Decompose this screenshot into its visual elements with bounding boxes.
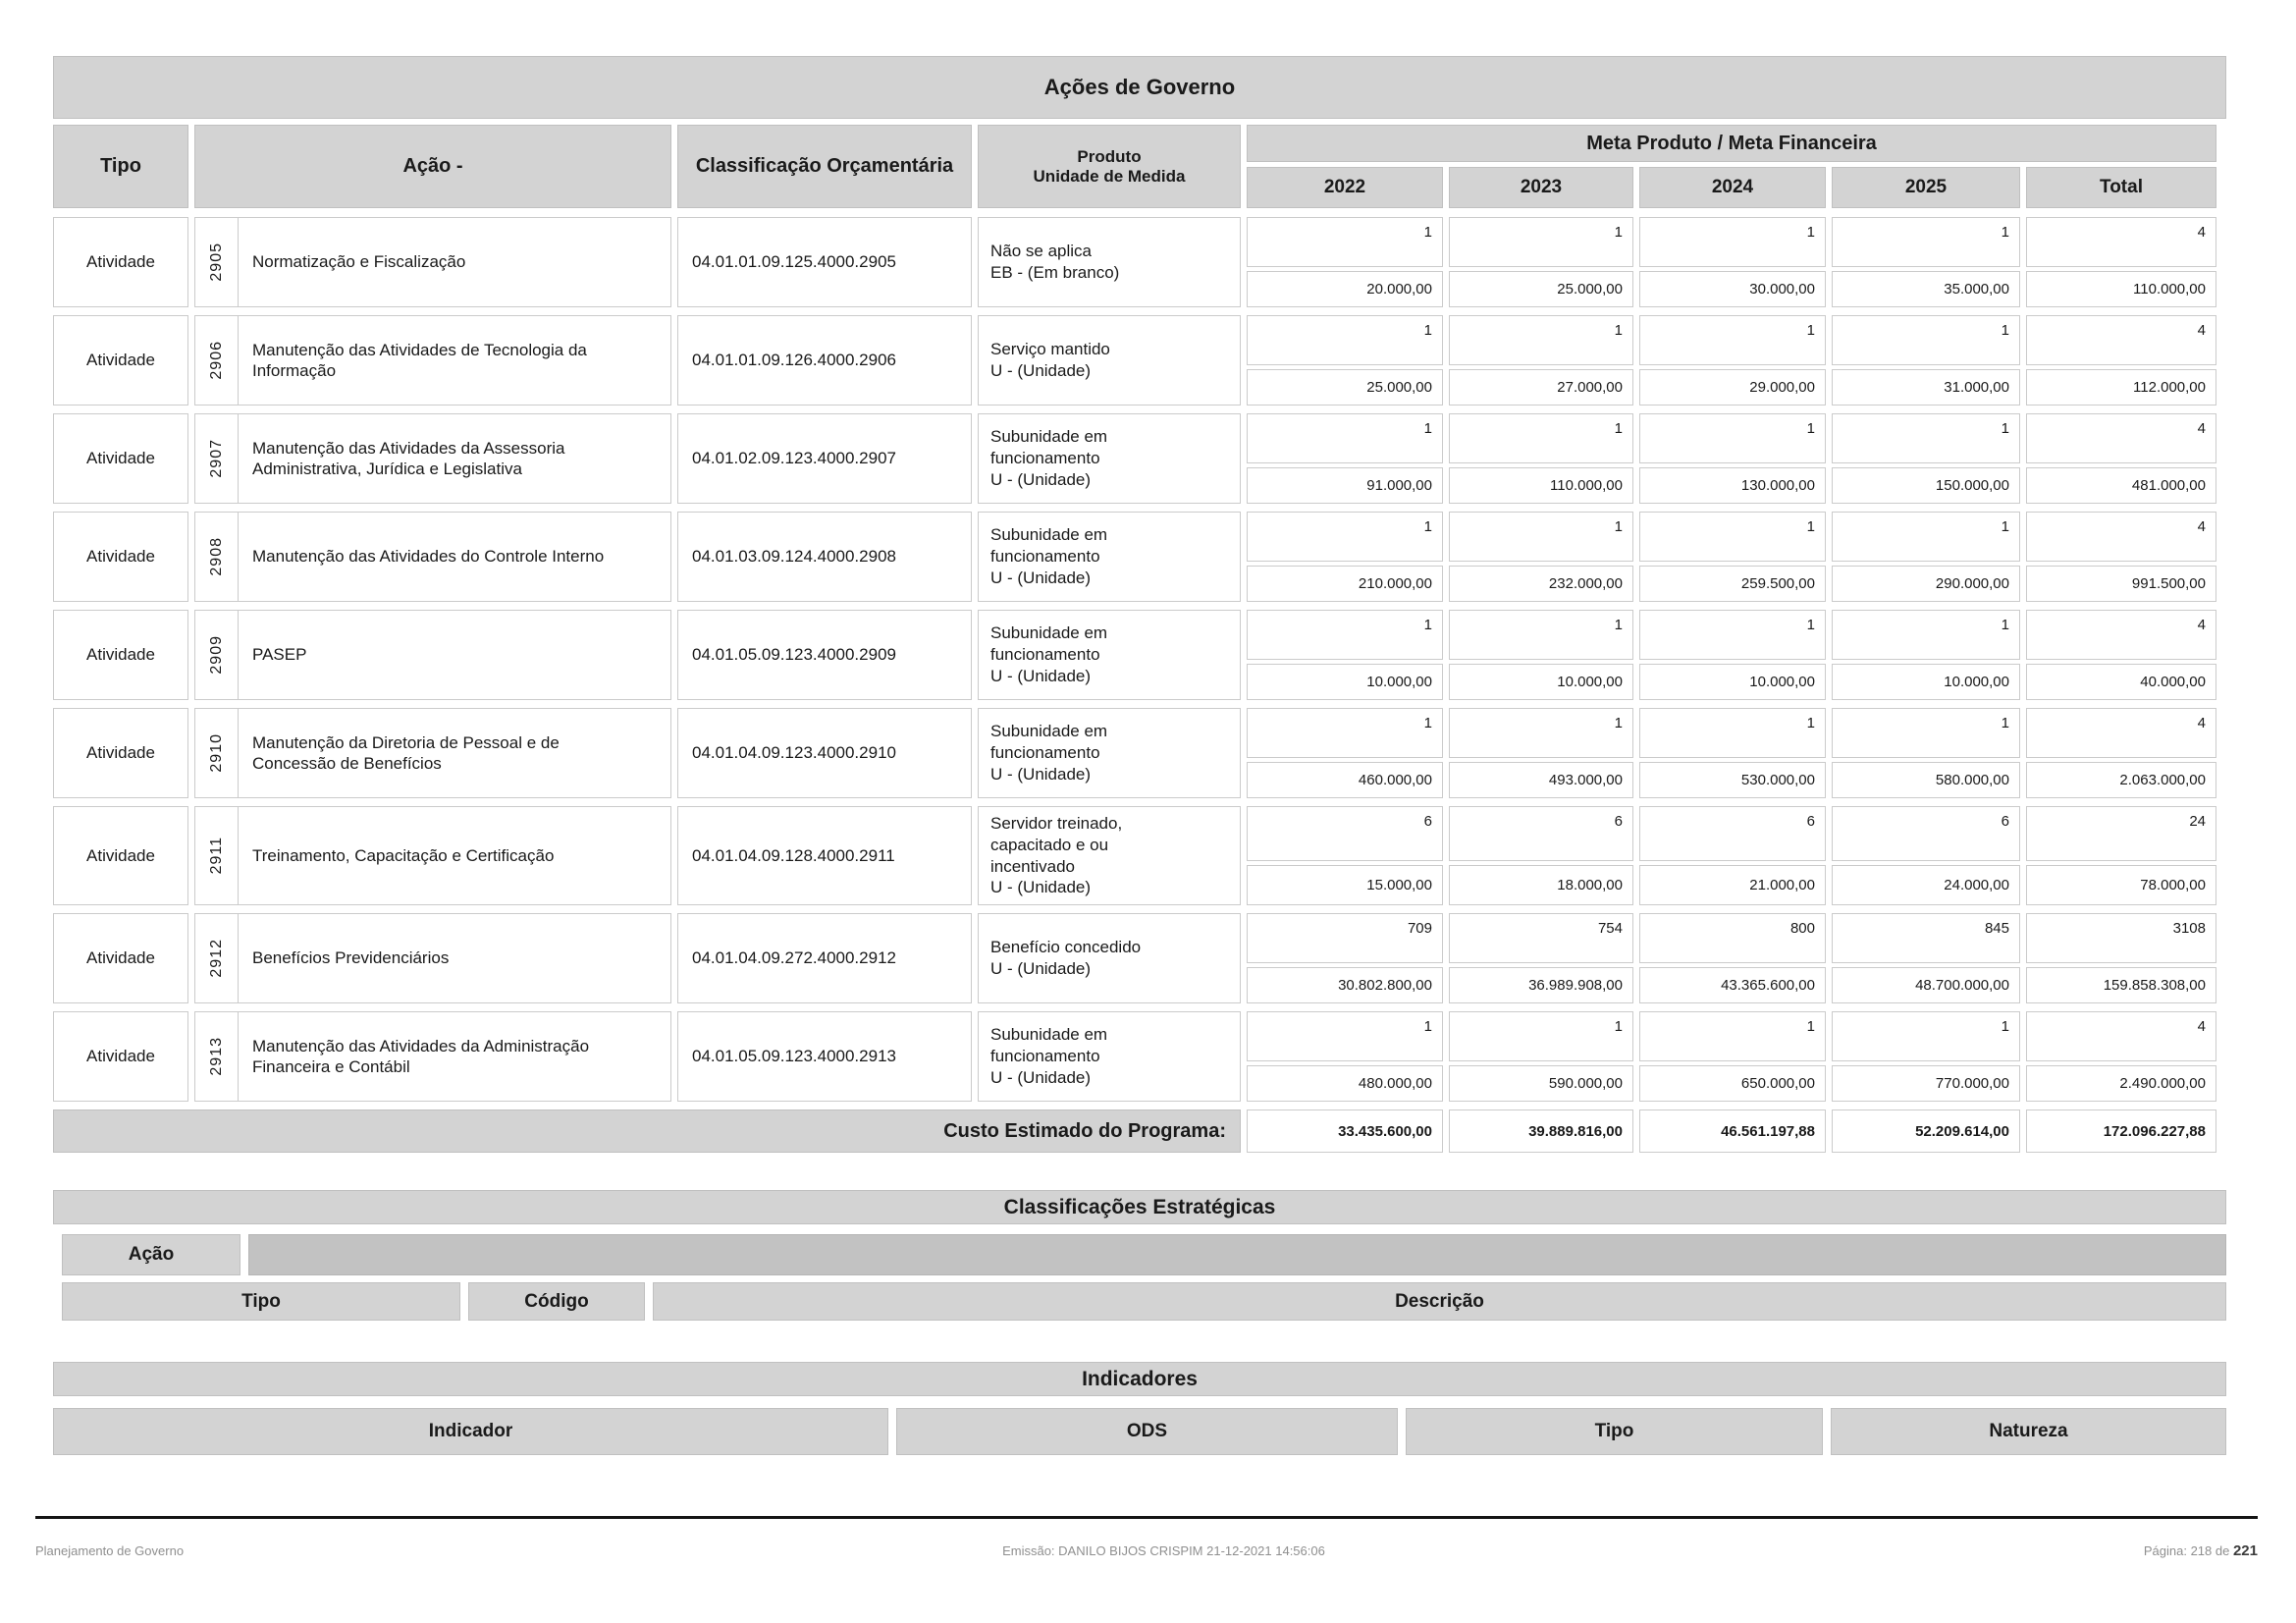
row-action-name: Manutenção das Atividades do Controle Interno: [252, 547, 605, 567]
row-meta-2022: [1247, 913, 1443, 1003]
row-meta-2025: [1832, 913, 2020, 1003]
indicators-col-natureza: Natureza: [1831, 1408, 2226, 1455]
col-header-tipo: Tipo: [53, 125, 188, 208]
meta-financeira-value: 35.000,00: [1832, 271, 2020, 307]
row-product-unit-of-measure: U - (Unidade): [990, 568, 1092, 587]
row-product-unit-of-measure: EB - (Em branco): [990, 263, 1120, 282]
row-type: Atividade: [53, 512, 188, 602]
row-meta-2025: [1832, 315, 2020, 406]
meta-financeira-value: 10.000,00: [1247, 664, 1443, 700]
program-cost-label: Custo Estimado do Programa:: [53, 1109, 1241, 1153]
meta-produto-value: 24: [2026, 806, 2216, 861]
col-header-2025: 2025: [1832, 167, 2020, 208]
meta-produto-value: 1: [1639, 512, 1826, 562]
row-action-code-text: 2911: [207, 837, 225, 875]
meta-financeira-value: 480.000,00: [1247, 1065, 1443, 1102]
table-row: [53, 913, 2226, 1003]
row-meta-2022: [1247, 315, 1443, 406]
row-action-name: Benefícios Previdenciários: [252, 948, 450, 968]
table-row: [53, 315, 2226, 406]
row-meta-2022: [1247, 610, 1443, 700]
row-product-description: Subunidade em funcionamento: [990, 427, 1108, 468]
strategic-classifications-headers: [62, 1282, 2226, 1321]
meta-financeira-value: 29.000,00: [1639, 369, 1826, 406]
row-product-description: Não se aplica: [990, 242, 1093, 261]
indicators-col-tipo: Tipo: [1406, 1408, 1823, 1455]
meta-produto-value: 1: [1832, 708, 2020, 758]
row-budget-classification: 04.01.05.09.123.4000.2909: [677, 610, 972, 700]
row-meta-2023: [1449, 512, 1633, 602]
meta-produto-value: 1: [1247, 610, 1443, 660]
meta-produto-value: 1: [1247, 217, 1443, 267]
meta-financeira-value: 112.000,00: [2026, 369, 2216, 406]
row-action: [194, 512, 671, 602]
meta-financeira-value: 30.802.800,00: [1247, 967, 1443, 1003]
meta-produto-value: 1: [1832, 512, 2020, 562]
meta-produto-value: 3108: [2026, 913, 2216, 963]
row-action-code: [195, 414, 239, 503]
footer-page-indicator: [2144, 1542, 2258, 1559]
page-footer: [35, 1516, 2258, 1559]
table-body: [53, 217, 2226, 1102]
meta-financeira-value: 232.000,00: [1449, 566, 1633, 602]
meta-produto-value: 1: [1639, 413, 1826, 463]
strategic-acao-empty-cell: [248, 1234, 2226, 1275]
row-meta-2024: [1639, 806, 1826, 905]
strategic-classifications-acao-row: [62, 1234, 2226, 1275]
row-action: [194, 1011, 671, 1102]
row-type: Atividade: [53, 217, 188, 307]
row-meta-2024: [1639, 913, 1826, 1003]
meta-financeira-value: 259.500,00: [1639, 566, 1826, 602]
table-row: [53, 610, 2226, 700]
row-meta-Total: [2026, 1011, 2216, 1102]
row-product-unit: [978, 413, 1241, 504]
program-cost-2022: 33.435.600,00: [1247, 1109, 1443, 1153]
col-header-2024: 2024: [1639, 167, 1826, 208]
meta-financeira-value: 159.858.308,00: [2026, 967, 2216, 1003]
row-product-description: Subunidade em funcionamento: [990, 1025, 1108, 1066]
row-action-code: [195, 218, 239, 306]
meta-financeira-value: 31.000,00: [1832, 369, 2020, 406]
meta-financeira-value: 770.000,00: [1832, 1065, 2020, 1102]
meta-produto-value: 1: [1449, 512, 1633, 562]
meta-produto-value: 1: [1449, 315, 1633, 365]
footer-system-name: Planejamento de Governo: [35, 1543, 185, 1558]
col-header-acao: Ação -: [194, 125, 671, 208]
row-meta-2025: [1832, 610, 2020, 700]
row-action-code: [195, 807, 239, 904]
meta-produto-value: 6: [1449, 806, 1633, 861]
meta-produto-value: 6: [1247, 806, 1443, 861]
row-meta-2023: [1449, 315, 1633, 406]
meta-financeira-value: 78.000,00: [2026, 865, 2216, 905]
row-product-unit: [978, 806, 1241, 905]
row-budget-classification: 04.01.03.09.124.4000.2908: [677, 512, 972, 602]
meta-financeira-value: 20.000,00: [1247, 271, 1443, 307]
meta-financeira-value: 43.365.600,00: [1639, 967, 1826, 1003]
meta-produto-value: 800: [1639, 913, 1826, 963]
row-type: Atividade: [53, 1011, 188, 1102]
row-action: [194, 913, 671, 1003]
row-action-name: Manutenção das Atividades da Administração Financeira e Contábil: [252, 1036, 590, 1076]
meta-financeira-value: 10.000,00: [1832, 664, 2020, 700]
meta-produto-value: 1: [1639, 315, 1826, 365]
meta-financeira-value: 590.000,00: [1449, 1065, 1633, 1102]
row-meta-2024: [1639, 413, 1826, 504]
meta-produto-value: 1: [1639, 217, 1826, 267]
indicators-col-indicador: Indicador: [53, 1408, 888, 1455]
col-header-total: Total: [2026, 167, 2216, 208]
row-budget-classification: 04.01.05.09.123.4000.2913: [677, 1011, 972, 1102]
meta-financeira-value: 991.500,00: [2026, 566, 2216, 602]
row-meta-2022: [1247, 1011, 1443, 1102]
row-type: Atividade: [53, 708, 188, 798]
footer-page-label: Página: 218 de: [2143, 1543, 2230, 1558]
col-header-produto-line2: Unidade de Medida: [1033, 166, 1186, 186]
meta-financeira-value: 91.000,00: [1247, 467, 1443, 504]
row-meta-2025: [1832, 708, 2020, 798]
table-header: [53, 125, 2226, 208]
meta-financeira-value: 10.000,00: [1449, 664, 1633, 700]
meta-produto-value: 6: [1832, 806, 2020, 861]
row-action-code-text: 2906: [207, 341, 225, 380]
meta-produto-value: 1: [1832, 217, 2020, 267]
row-meta-Total: [2026, 512, 2216, 602]
row-meta-2025: [1832, 512, 2020, 602]
row-type: Atividade: [53, 806, 188, 905]
row-action-code: [195, 709, 239, 797]
row-budget-classification: 04.01.04.09.128.4000.2911: [677, 806, 972, 905]
row-product-unit-of-measure: U - (Unidade): [990, 1067, 1092, 1087]
meta-financeira-value: 10.000,00: [1639, 664, 1826, 700]
program-cost-row: [53, 1109, 2226, 1153]
indicators-headers: [53, 1408, 2226, 1455]
col-header-classificacao: Classificação Orçamentária: [677, 125, 972, 208]
row-action-code-text: 2913: [207, 1037, 225, 1076]
col-header-2022: 2022: [1247, 167, 1443, 208]
meta-produto-value: 1: [1247, 315, 1443, 365]
table-row: [53, 413, 2226, 504]
row-product-description: Subunidade em funcionamento: [990, 623, 1108, 665]
row-meta-Total: [2026, 708, 2216, 798]
meta-produto-value: 4: [2026, 413, 2216, 463]
row-meta-2025: [1832, 413, 2020, 504]
row-action-code: [195, 316, 239, 405]
row-product-unit-of-measure: U - (Unidade): [990, 469, 1092, 489]
row-product-unit-of-measure: U - (Unidade): [990, 764, 1092, 784]
row-meta-2024: [1639, 1011, 1826, 1102]
meta-produto-value: 4: [2026, 512, 2216, 562]
row-product-unit-of-measure: U - (Unidade): [990, 959, 1092, 978]
row-product-unit: [978, 315, 1241, 406]
table-row: [53, 708, 2226, 798]
meta-produto-value: 4: [2026, 1011, 2216, 1061]
report-title: Ações de Governo: [53, 56, 2226, 119]
strategic-acao-label: Ação: [62, 1234, 240, 1275]
strategic-col-tipo: Tipo: [62, 1282, 460, 1321]
row-product-unit: [978, 217, 1241, 307]
row-meta-2023: [1449, 413, 1633, 504]
meta-produto-value: 1: [1832, 610, 2020, 660]
meta-financeira-value: 650.000,00: [1639, 1065, 1826, 1102]
meta-produto-value: 1: [1832, 315, 2020, 365]
row-action: [194, 806, 671, 905]
row-meta-Total: [2026, 413, 2216, 504]
program-cost-2025: 52.209.614,00: [1832, 1109, 2020, 1153]
report-page: [53, 56, 2226, 1455]
row-product-unit: [978, 913, 1241, 1003]
row-product-unit: [978, 708, 1241, 798]
meta-financeira-value: 481.000,00: [2026, 467, 2216, 504]
row-meta-2023: [1449, 806, 1633, 905]
meta-financeira-value: 2.490.000,00: [2026, 1065, 2216, 1102]
row-product-unit: [978, 610, 1241, 700]
row-meta-Total: [2026, 315, 2216, 406]
meta-financeira-value: 21.000,00: [1639, 865, 1826, 905]
meta-financeira-value: 18.000,00: [1449, 865, 1633, 905]
col-header-2023: 2023: [1449, 167, 1633, 208]
meta-produto-value: 709: [1247, 913, 1443, 963]
row-type: Atividade: [53, 913, 188, 1003]
row-meta-2023: [1449, 913, 1633, 1003]
row-meta-2025: [1832, 1011, 2020, 1102]
meta-financeira-value: 290.000,00: [1832, 566, 2020, 602]
col-header-produto-line1: Produto: [1077, 146, 1142, 166]
meta-financeira-value: 110.000,00: [1449, 467, 1633, 504]
row-meta-2025: [1832, 217, 2020, 307]
row-meta-2022: [1247, 413, 1443, 504]
meta-financeira-value: 110.000,00: [2026, 271, 2216, 307]
row-meta-2023: [1449, 708, 1633, 798]
row-action-code: [195, 611, 239, 699]
row-action-code-text: 2907: [207, 439, 225, 478]
row-meta-2024: [1639, 217, 1826, 307]
meta-produto-value: 1: [1449, 1011, 1633, 1061]
meta-produto-value: 1: [1247, 413, 1443, 463]
meta-financeira-value: 48.700.000,00: [1832, 967, 2020, 1003]
row-meta-Total: [2026, 217, 2216, 307]
table-row: [53, 217, 2226, 307]
meta-financeira-value: 30.000,00: [1639, 271, 1826, 307]
row-product-unit-of-measure: U - (Unidade): [990, 361, 1092, 380]
row-action: [194, 315, 671, 406]
row-action-code-text: 2912: [207, 939, 225, 978]
row-type: Atividade: [53, 315, 188, 406]
program-cost-total: 172.096.227,88: [2026, 1109, 2216, 1153]
row-meta-Total: [2026, 610, 2216, 700]
meta-produto-value: 4: [2026, 610, 2216, 660]
meta-financeira-value: 210.000,00: [1247, 566, 1443, 602]
row-meta-2024: [1639, 512, 1826, 602]
col-header-meta: Meta Produto / Meta Financeira: [1247, 125, 2216, 162]
row-product-description: Subunidade em funcionamento: [990, 722, 1108, 763]
meta-financeira-value: 130.000,00: [1639, 467, 1826, 504]
meta-financeira-value: 460.000,00: [1247, 762, 1443, 798]
row-type: Atividade: [53, 413, 188, 504]
meta-financeira-value: 2.063.000,00: [2026, 762, 2216, 798]
meta-produto-value: 1: [1639, 708, 1826, 758]
row-meta-2025: [1832, 806, 2020, 905]
row-meta-Total: [2026, 806, 2216, 905]
meta-financeira-value: 25.000,00: [1449, 271, 1633, 307]
table-row: [53, 512, 2226, 602]
indicators-title: Indicadores: [53, 1362, 2226, 1396]
meta-financeira-value: 36.989.908,00: [1449, 967, 1633, 1003]
meta-financeira-value: 150.000,00: [1832, 467, 2020, 504]
program-cost-2023: 39.889.816,00: [1449, 1109, 1633, 1153]
row-action-code-text: 2905: [207, 243, 225, 282]
meta-financeira-value: 24.000,00: [1832, 865, 2020, 905]
row-action: [194, 610, 671, 700]
row-product-unit-of-measure: U - (Unidade): [990, 666, 1092, 685]
row-meta-2024: [1639, 610, 1826, 700]
meta-produto-value: 1: [1449, 708, 1633, 758]
footer-emission-info: Emissão: DANILO BIJOS CRISPIM 21-12-2021 14:56:06: [1002, 1543, 1325, 1558]
row-budget-classification: 04.01.04.09.123.4000.2910: [677, 708, 972, 798]
table-row: [53, 806, 2226, 905]
footer-total-pages: 221: [2232, 1542, 2258, 1559]
meta-produto-value: 1: [1247, 1011, 1443, 1061]
meta-financeira-value: 580.000,00: [1832, 762, 2020, 798]
row-action-name: Manutenção da Diretoria de Pessoal e de Concessão de Benefícios: [252, 732, 560, 773]
row-meta-2024: [1639, 315, 1826, 406]
meta-produto-value: 754: [1449, 913, 1633, 963]
row-product-description: Benefício concedido: [990, 938, 1142, 957]
row-budget-classification: 04.01.01.09.126.4000.2906: [677, 315, 972, 406]
meta-produto-value: 1: [1639, 1011, 1826, 1061]
row-product-description: Serviço mantido: [990, 340, 1110, 359]
meta-produto-value: 6: [1639, 806, 1826, 861]
table-row: [53, 1011, 2226, 1102]
meta-produto-value: 1: [1639, 610, 1826, 660]
row-product-unit: [978, 1011, 1241, 1102]
strategic-col-descricao: Descrição: [653, 1282, 2226, 1321]
row-meta-2022: [1247, 708, 1443, 798]
indicators-col-ods: ODS: [896, 1408, 1398, 1455]
row-product-unit-of-measure: U - (Unidade): [990, 878, 1092, 897]
meta-produto-value: 1: [1832, 413, 2020, 463]
row-action-name: PASEP: [252, 645, 307, 665]
meta-produto-value: 1: [1449, 610, 1633, 660]
row-product-description: Subunidade em funcionamento: [990, 525, 1108, 567]
row-action-name: Treinamento, Capacitação e Certificação: [252, 845, 555, 865]
strategic-classifications-title: Classificações Estratégicas: [53, 1190, 2226, 1224]
row-action-code-text: 2908: [207, 537, 225, 576]
row-meta-2022: [1247, 512, 1443, 602]
meta-produto-value: 845: [1832, 913, 2020, 963]
row-action-name: Normatização e Fiscalização: [252, 252, 466, 272]
meta-produto-value: 1: [1449, 217, 1633, 267]
meta-produto-value: 4: [2026, 315, 2216, 365]
strategic-col-codigo: Código: [468, 1282, 645, 1321]
row-action: [194, 413, 671, 504]
row-meta-2022: [1247, 217, 1443, 307]
row-meta-Total: [2026, 913, 2216, 1003]
row-type: Atividade: [53, 610, 188, 700]
meta-financeira-value: 493.000,00: [1449, 762, 1633, 798]
row-action-code: [195, 1012, 239, 1101]
meta-produto-value: 1: [1247, 512, 1443, 562]
row-action-name: Manutenção das Atividades de Tecnologia da Informação: [252, 340, 587, 380]
row-action-code: [195, 914, 239, 1002]
row-meta-2023: [1449, 1011, 1633, 1102]
meta-produto-value: 4: [2026, 708, 2216, 758]
row-action-code-text: 2909: [207, 635, 225, 675]
row-action-code: [195, 513, 239, 601]
row-meta-2022: [1247, 806, 1443, 905]
meta-produto-value: 1: [1832, 1011, 2020, 1061]
meta-financeira-value: 15.000,00: [1247, 865, 1443, 905]
meta-financeira-value: 25.000,00: [1247, 369, 1443, 406]
row-action-name: Manutenção das Atividades da Assessoria Administrativa, Jurídica e Legislativa: [252, 438, 565, 478]
meta-produto-value: 4: [2026, 217, 2216, 267]
program-cost-2024: 46.561.197,88: [1639, 1109, 1826, 1153]
meta-financeira-value: 40.000,00: [2026, 664, 2216, 700]
row-meta-2023: [1449, 610, 1633, 700]
row-budget-classification: 04.01.02.09.123.4000.2907: [677, 413, 972, 504]
meta-financeira-value: 530.000,00: [1639, 762, 1826, 798]
row-budget-classification: 04.01.01.09.125.4000.2905: [677, 217, 972, 307]
row-action-code-text: 2910: [207, 733, 225, 773]
row-action: [194, 217, 671, 307]
meta-financeira-value: 27.000,00: [1449, 369, 1633, 406]
row-budget-classification: 04.01.04.09.272.4000.2912: [677, 913, 972, 1003]
meta-produto-value: 1: [1247, 708, 1443, 758]
meta-produto-value: 1: [1449, 413, 1633, 463]
col-header-produto: [978, 125, 1241, 208]
row-meta-2023: [1449, 217, 1633, 307]
row-meta-2024: [1639, 708, 1826, 798]
row-product-unit: [978, 512, 1241, 602]
row-product-description: Servidor treinado, capacitado e ou incentivado: [990, 814, 1123, 876]
row-action: [194, 708, 671, 798]
